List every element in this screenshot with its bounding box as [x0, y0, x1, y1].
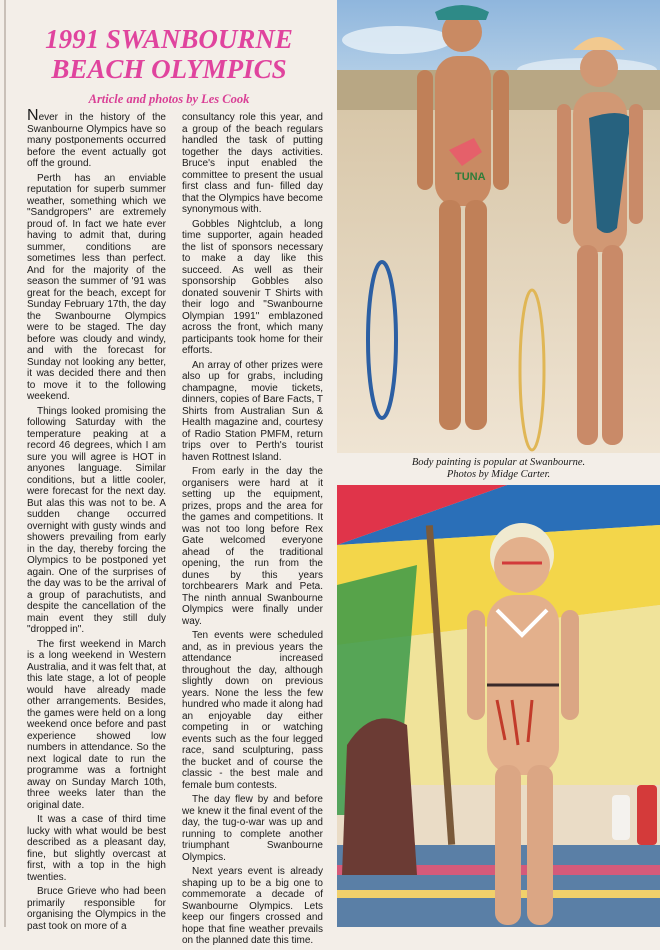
red-container	[637, 785, 657, 845]
paragraph: It was a case of third time lucky with what would be best described as a pleasant day, fine, but slightly overcast at first, with a top in the high twenties.	[27, 814, 166, 883]
title-line-1: 1991 SWANBOURNE	[45, 24, 293, 54]
drop-cap: N	[27, 107, 39, 124]
page-gutter	[4, 0, 6, 927]
title-line-2: BEACH OLYMPICS	[51, 54, 287, 84]
caption-line-2: Photos by Midge Carter.	[446, 469, 551, 480]
paragraph: Things looked promising the following Saturday with the temperature peaking at a record 46 degrees, which I am sure you will agree is HOT in anyones language. Similar conditions, but a little cooler, were forecast for the next day. But alas this was not to be. A sudden change occurred overnight with gusty winds and showers prevailing from early in the day, thereby forcing the Olympics to be postponed yet again. One of the surprises of the day was to be the arrival of a group of parachutists, and despite the cancellation of the main event they still duly "dropped in".	[27, 405, 166, 635]
article-byline: Article and photos by Les Cook	[88, 92, 250, 106]
text-column-2	[182, 112, 323, 950]
article-title	[10, 24, 328, 84]
paragraph: An array of other prizes were also up for grabs, including champagne, movie tickets, dinners, copies of Bare Facts, T Shirts from Australian Sun & Health magazine and, courtesy of Radio Station PMFM, return trips over to Perth's tourist haven Rottnest Island.	[182, 359, 323, 463]
paragraph: Next years event is already shaping up to be a big one to commemorate a decade of Swanbourne Olympics. Lets keep our fingers crossed and hope that fine weather prevails on the planned date this time.	[182, 866, 323, 946]
paragraph: Gobbles Nightclub, a long time supporter, again headed the list of sponsors necessary to make a day like this succeed. As well as their sponsorship Gobbles also donated souvenir T Shirts with their logo and "Swanbourne Olympian 1991" emblazoned across the front, which many participants took home for their efforts.	[182, 218, 323, 356]
beach-bag	[342, 718, 417, 875]
text-column-1	[27, 107, 166, 935]
paragraph: Ten events were scheduled and, as in previous years the attendance increased throughout the day, although slightly down on previous years. None the less the few hundred who made it along had an enjoyable day either competing in or watching events such as the four legged race, sand sculpturing, pass the bucket and of course the classic - the best male and female bum contests.	[182, 630, 323, 791]
paragraph: Never in the history of the Swanbourne Olympics have so many postponements occurred before the event actually got off the ground.	[27, 107, 166, 169]
paragraph: consultancy role this year, and a group of the beach regulars handled the task of putting together the days activities. Bruce's input enabled the committee to present the usual first class and fun- filled day that the Olympics have become synonymous with.	[182, 112, 323, 215]
beach-photo-child	[337, 485, 660, 927]
photo-illustration	[337, 485, 660, 927]
beach-photo-body-painting	[337, 0, 660, 453]
paragraph: From early in the day the organisers were hard at it setting up the equipment, prizes, props and the area for the games and competitions. It was not too long before Rex Gate welcomed everyone ahead of the traditional opening, the run from the dunes by this years torchbearers Mark and Peta. The ninth annual Swanbourne Olympics were finally under way.	[182, 466, 323, 627]
paragraph: The first weekend in March is a long weekend in Western Australia, and it was felt that, at this late stage, a lot of people would have already made other arrangements. Besides, the games were held on a long weekend once before and past experience showed low numbers in attendance. So the next logical date to run the programme was a fortnight away on Sunday March 10th, three weeks later than the original date.	[27, 638, 166, 811]
photo-caption	[337, 457, 660, 481]
paragraph: Perth has an enviable reputation for superb summer weather, something which we "Sandgropers" are extremely proud of. In fact we hate ever having to admit that, during summer, conditions are sometimes less than perfect. And for the majority of the season the summer of '91 was great for the beach, except for Sunday February 17th, the day the Swanbourne Olympics were to be staged. The day before was cloudy and windy, and with the forecast for Sunday not looking any better, it was decided there and then to move it to the following weekend.	[27, 172, 166, 402]
paragraph: The day flew by and before we knew it the final event of the day, the tug-o-war was up and running to complete another triumphant Swanbourne Olympics.	[182, 794, 323, 863]
photo-illustration	[337, 0, 660, 453]
caption-line-1: Body painting is popular at Swanbourne.	[411, 457, 586, 468]
paragraph: Bruce Grieve who had been primarily responsible for organising the Olympics in the past took on more of a	[27, 886, 166, 932]
body-paint-text: TUNA	[455, 171, 486, 183]
sunscreen-bottle	[612, 795, 630, 840]
